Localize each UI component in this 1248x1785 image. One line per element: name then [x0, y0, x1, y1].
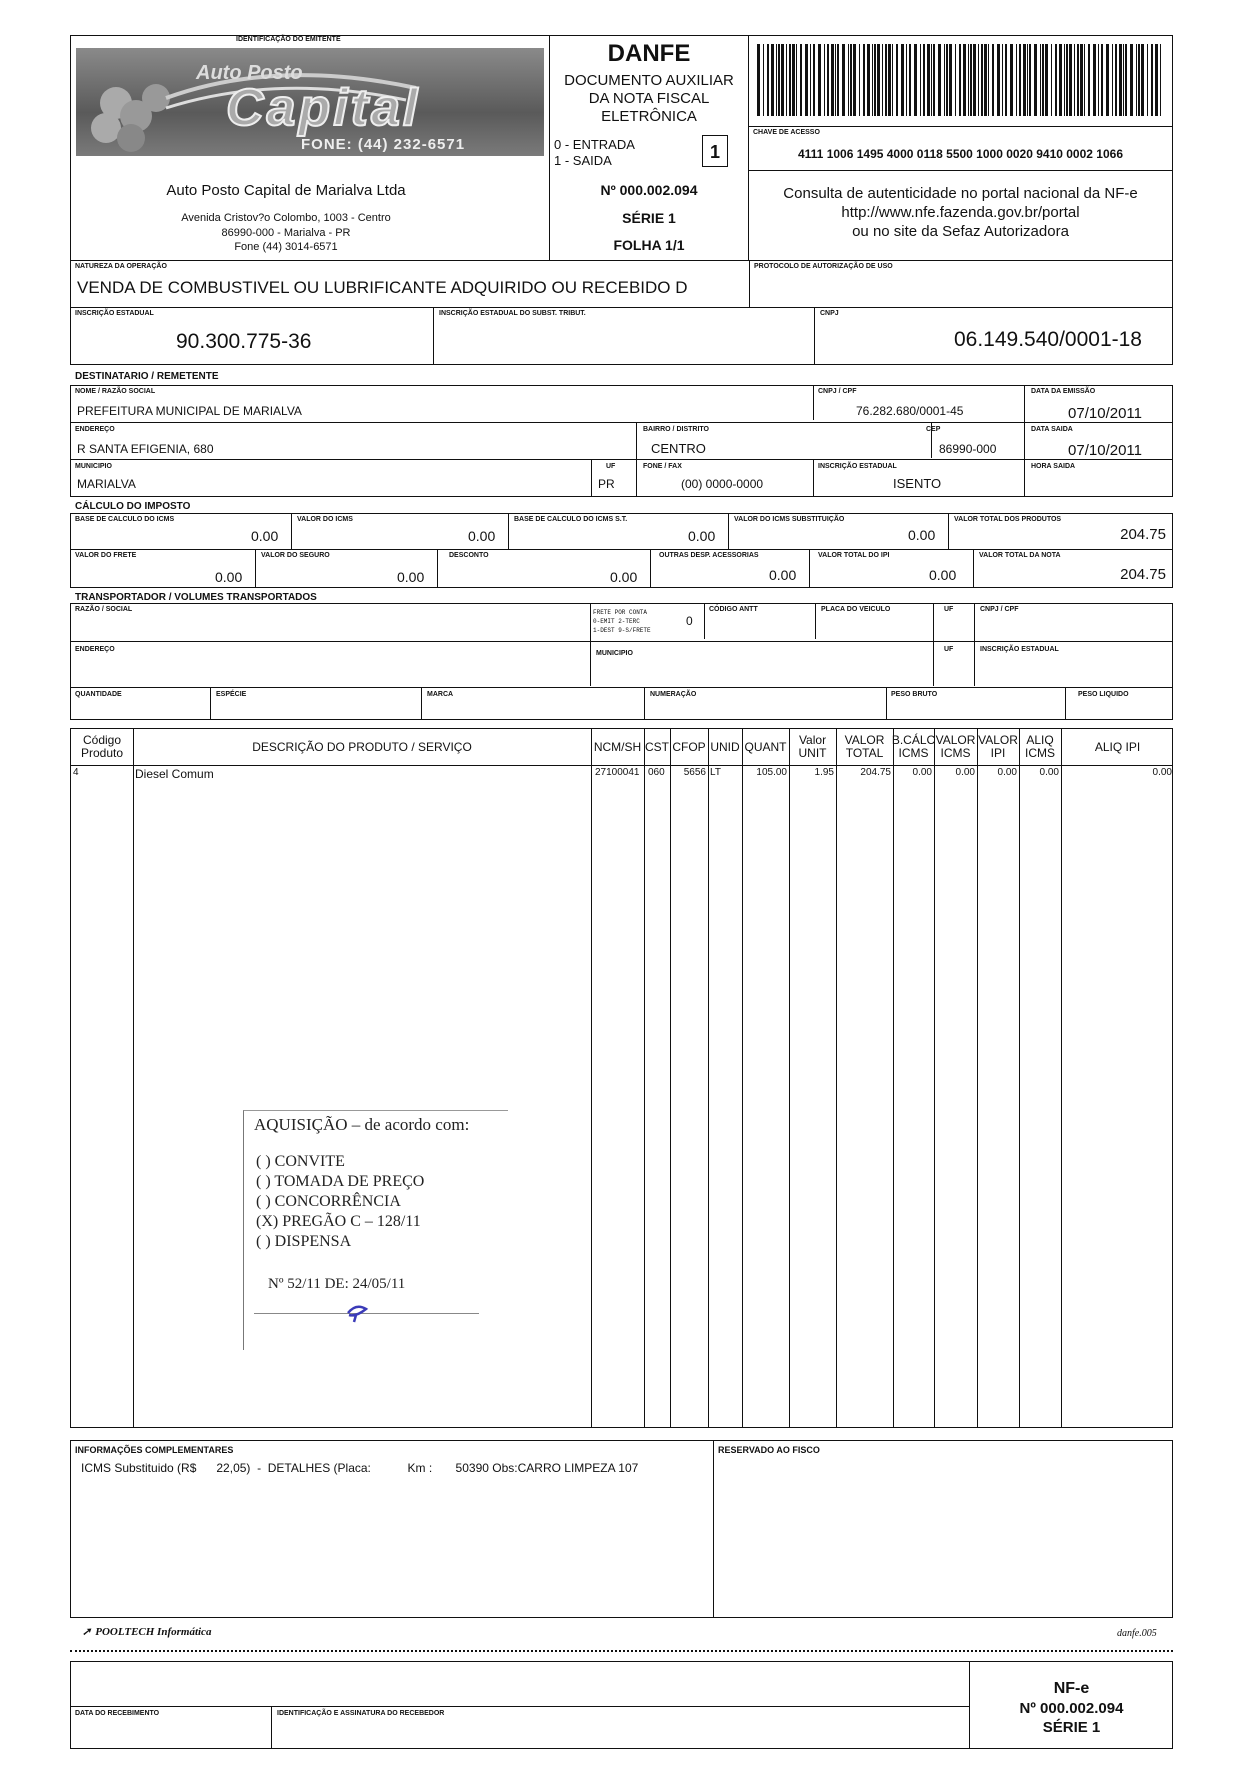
base-icms-st-label: BASE DE CALCULO DO ICMS S.T.	[514, 516, 628, 523]
quantidade-label: QUANTIDADE	[75, 691, 122, 698]
canhoto-nfe: NF-e	[1053, 1680, 1090, 1697]
cell-aliq-icms: 0.00	[1039, 767, 1059, 778]
stamp-title: AQUISIÇÃO – de acordo com:	[254, 1115, 470, 1134]
frete-por-conta	[593, 608, 651, 635]
consulta-line-3: ou no site da Sefaz Autorizadora	[852, 223, 1069, 240]
cell-codigo: 4	[73, 767, 79, 778]
stamp-option-tomada: ( ) TOMADA DE PREÇO	[256, 1173, 425, 1190]
col-header-cst: CST	[645, 739, 669, 754]
col-header-valor-total: VALOR TOTAL	[844, 733, 885, 760]
cell-aliq-ipi: 0.00	[1152, 767, 1172, 778]
numeracao-label: NUMERAÇÃO	[650, 691, 697, 698]
complementares-box	[70, 1440, 714, 1618]
dest-nome: PREFEITURA MUNICIPAL DE MARIALVA	[77, 404, 302, 418]
transp-uf2-label: UF	[944, 646, 954, 653]
logo-text-top: Auto Posto	[196, 62, 303, 84]
transp-ie-label: INSCRIÇÃO ESTADUAL	[980, 646, 1059, 653]
total-nota-label: VALOR TOTAL DA NOTA	[979, 552, 1061, 559]
col-header-valor-icms: VALOR ICMS	[935, 733, 976, 760]
col-header-codigo: Código Produto	[80, 733, 124, 760]
total-produtos-value: 204.75	[1120, 526, 1166, 543]
cell-valor-unit: 1.95	[814, 767, 834, 778]
dest-emissao-label: DATA DA EMISSÃO	[1031, 388, 1096, 395]
software-credit	[82, 1625, 211, 1638]
emitente-phone: Fone (44) 3014-6571	[234, 241, 338, 253]
dest-saida: 07/10/2011	[1068, 442, 1142, 459]
col-header-bc-icms: B.CÁLC ICMS	[891, 733, 936, 760]
stamp-option-dispensa: ( ) DISPENSA	[256, 1233, 352, 1250]
footer-code: danfe.005	[1117, 1628, 1157, 1639]
dotted-cut-line	[70, 1650, 1173, 1652]
desconto-value: 0.00	[610, 569, 638, 585]
header-emitente-box	[70, 35, 550, 261]
tipo-box: 1	[702, 135, 728, 167]
dest-hora-label: HORA SAIDA	[1031, 463, 1076, 470]
frete-label: VALOR DO FRETE	[75, 552, 137, 559]
antt-label: CÓDIGO ANTT	[709, 606, 758, 613]
placa-label: PLACA DO VEICULO	[821, 606, 891, 613]
frete-line-2: 0-EMIT 2-TERC	[593, 618, 640, 625]
dest-fone-label: FONE / FAX	[643, 463, 682, 470]
ie-value: 90.300.775-36	[176, 330, 312, 353]
transp-razao-label: RAZÃO / SOCIAL	[75, 606, 133, 613]
stamp-option-concorrencia: ( ) CONCORRÊNCIA	[256, 1193, 401, 1210]
cell-bc-icms: 0.00	[912, 767, 932, 778]
col-header-aliq-ipi: ALIQ IPI	[1094, 739, 1141, 754]
transp-cnpj-label: CNPJ / CPF	[980, 606, 1019, 613]
dest-bairro: CENTRO	[651, 441, 706, 456]
dest-ie: ISENTO	[893, 476, 942, 491]
imposto-section: CÁLCULO DO IMPOSTO	[75, 501, 191, 512]
especie-label: ESPÉCIE	[216, 691, 247, 698]
stamp-numero: Nº 52/11 DE: 24/05/11	[268, 1276, 406, 1292]
chave-box	[748, 126, 1173, 171]
logo-phone: FONE: (44) 232-6571	[301, 136, 466, 153]
fisco-box	[713, 1440, 1173, 1618]
ie-label: INSCRIÇÃO ESTADUAL	[75, 310, 154, 317]
cell-unid: LT	[710, 767, 721, 778]
valor-icms-st-label: VALOR DO ICMS SUBSTITUIÇÃO	[734, 516, 845, 523]
saida-label: 1 - SAIDA	[554, 153, 612, 168]
dest-uf-label: UF	[606, 463, 616, 470]
dest-municipio-label: MUNICIPIO	[75, 463, 112, 470]
protocolo-box	[749, 260, 1173, 308]
total-ipi-value: 0.00	[929, 567, 957, 583]
stamp-option-pregao: (X) PREGÃO C – 128/11	[256, 1213, 421, 1230]
acquisition-stamp	[243, 1110, 508, 1350]
seguro-label: VALOR DO SEGURO	[261, 552, 330, 559]
fisco-label: RESERVADO AO FISCO	[718, 1445, 820, 1455]
software-name: POOLTECH Informática	[95, 1626, 212, 1638]
consulta-box	[748, 170, 1173, 261]
dest-fone: (00) 0000-0000	[681, 477, 764, 491]
chave-label: CHAVE DE ACESSO	[753, 129, 820, 136]
transp-endereco-label: ENDEREÇO	[75, 646, 115, 653]
frete-value: 0	[686, 614, 693, 628]
danfe-numero: Nº 000.002.094	[600, 182, 698, 198]
dest-endereco-label: ENDEREÇO	[75, 426, 115, 433]
frete-value: 0.00	[215, 569, 243, 585]
transp-uf-label: UF	[944, 606, 954, 613]
dest-endereco: R SANTA EFIGENIA, 680	[77, 442, 214, 456]
col-header-unid: UNID	[710, 739, 740, 754]
valor-icms-value: 0.00	[468, 528, 496, 544]
cell-valor-icms: 0.00	[955, 767, 975, 778]
protocolo-label: PROTOCOLO DE AUTORIZAÇÃO DE USO	[754, 263, 893, 270]
produtos-table	[70, 728, 1173, 1428]
emitente-name: Auto Posto Capital de Marialva Ltda	[166, 182, 406, 199]
frete-line-3: 1-DEST 9-S/FRETE	[593, 627, 651, 634]
dest-emissao: 07/10/2011	[1068, 405, 1142, 422]
total-ipi-label: VALOR TOTAL DO IPI	[818, 552, 890, 559]
natureza-box	[70, 260, 750, 308]
transp-municipio-label: MUNICIPIO	[596, 650, 633, 657]
destinatario-box	[70, 385, 1173, 497]
dest-nome-label: NOME / RAZÃO SOCIAL	[75, 388, 156, 395]
base-icms-label: BASE DE CALCULO DO ICMS	[75, 516, 175, 523]
col-header-ncm: NCM/SH	[593, 739, 642, 754]
danfe-serie: SÉRIE 1	[622, 210, 676, 226]
danfe-box	[549, 35, 749, 261]
natureza-label: NATUREZA DA OPERAÇÃO	[75, 263, 167, 270]
col-header-descricao: DESCRIÇÃO DO PRODUTO / SERVIÇO	[252, 739, 472, 754]
danfe-folha: FOLHA 1/1	[613, 237, 685, 253]
cell-valor-ipi: 0.00	[997, 767, 1017, 778]
emitente-section-label: IDENTIFICAÇÃO DO EMITENTE	[236, 36, 341, 43]
dest-municipio: MARIALVA	[77, 477, 136, 491]
danfe-subtitle-3: ELETRÔNICA	[601, 108, 697, 125]
emitente-address: Avenida Cristov?o Colombo, 1003 - Centro	[181, 212, 391, 224]
assinatura-label: IDENTIFICAÇÃO E ASSINATURA DO RECEBEDOR	[277, 1710, 445, 1717]
chave-value: 4111 1006 1495 4000 0118 5500 1000 0020 9410 0002 1066	[797, 147, 1123, 161]
col-header-cfop: CFOP	[672, 739, 706, 754]
transportador-section: TRANSPORTADOR / VOLUMES TRANSPORTADOS	[75, 592, 317, 603]
imposto-row-1	[70, 513, 1173, 550]
cell-descricao: Diesel Comum	[135, 767, 214, 781]
valor-icms-label: VALOR DO ICMS	[297, 516, 353, 523]
complementares-text: ICMS Substituido (R$ 22,05) - DETALHES (Placa: Km : 50390 Obs:CARRO LIMPEZA 107	[81, 1461, 639, 1475]
cnpj-value: 06.149.540/0001-18	[953, 328, 1142, 351]
cell-ncm: 27100041	[595, 767, 640, 778]
valor-icms-st-value: 0.00	[908, 527, 936, 543]
frete-line-1: FRETE POR CONTA	[593, 609, 648, 616]
base-icms-value: 0.00	[251, 528, 279, 544]
cell-cst: 060	[648, 767, 665, 778]
dest-cnpj-label: CNPJ / CPF	[818, 388, 857, 395]
total-nota-value: 204.75	[1120, 566, 1166, 583]
iest-label: INSCRIÇÃO ESTADUAL DO SUBST. TRIBUT.	[439, 310, 586, 317]
barcode-graphic	[757, 44, 1167, 116]
canhoto-numero: Nº 000.002.094	[1019, 1700, 1124, 1717]
dest-bairro-label: BAIRRO / DISTRITO	[643, 426, 709, 433]
barcode-box	[748, 35, 1173, 127]
destinatario-section: DESTINATARIO / REMETENTE	[75, 371, 219, 382]
col-header-quant: QUANT	[744, 739, 787, 754]
outras-label: OUTRAS DESP. ACESSORIAS	[659, 552, 759, 559]
complementares-label: INFORMAÇÕES COMPLEMENTARES	[75, 1445, 234, 1455]
danfe-title: DANFE	[607, 40, 691, 67]
consulta-line-2: http://www.nfe.fazenda.gov.br/portal	[841, 204, 1080, 221]
transportador-box	[70, 603, 1173, 720]
inscricao-row	[70, 307, 1173, 365]
dest-uf: PR	[598, 477, 615, 491]
danfe-subtitle-2: DA NOTA FISCAL	[588, 90, 710, 107]
seguro-value: 0.00	[397, 569, 425, 585]
desconto-label: DESCONTO	[449, 552, 489, 559]
logo-text-main: Capital	[226, 79, 421, 137]
dest-cep: 86990-000	[939, 442, 997, 456]
cell-quant: 105.00	[756, 767, 787, 778]
dest-saida-label: DATA SAIDA	[1031, 426, 1073, 433]
dest-ie-label: INSCRIÇÃO ESTADUAL	[818, 463, 897, 470]
col-header-valor-unit: Valor UNIT	[798, 733, 827, 760]
col-header-aliq-icms: ALIQ ICMS	[1025, 733, 1055, 760]
dest-cnpj: 76.282.680/0001-45	[856, 404, 964, 418]
base-icms-st-value: 0.00	[688, 528, 716, 544]
outras-value: 0.00	[769, 567, 797, 583]
signature-mark	[344, 1301, 374, 1323]
danfe-subtitle-1: DOCUMENTO AUXILIAR	[564, 72, 734, 89]
peso-liquido-label: PESO LIQUIDO	[1078, 691, 1129, 698]
canhoto-box	[70, 1661, 1173, 1749]
canhoto-serie: SÉRIE 1	[1042, 1719, 1101, 1736]
cnpj-label: CNPJ	[820, 310, 839, 317]
company-logo	[76, 48, 544, 156]
natureza-value: VENDA DE COMBUSTIVEL OU LUBRIFICANTE ADQUIRIDO OU RECEBIDO D	[77, 278, 688, 297]
imposto-row-2	[70, 549, 1173, 588]
emitente-city: 86990-000 - Marialva - PR	[221, 227, 351, 239]
data-recebimento-label: DATA DO RECEBIMENTO	[75, 1710, 160, 1717]
entrada-label: 0 - ENTRADA	[554, 137, 635, 152]
consulta-line-1: Consulta de autenticidade no portal nacional da NF-e	[783, 185, 1138, 202]
total-produtos-label: VALOR TOTAL DOS PRODUTOS	[954, 516, 1062, 523]
software-icon: ➚	[82, 1626, 92, 1638]
peso-bruto-label: PESO BRUTO	[891, 691, 938, 698]
col-header-valor-ipi: VALOR IPI	[978, 733, 1018, 760]
cell-valor-total: 204.75	[860, 767, 891, 778]
marca-label: MARCA	[427, 691, 454, 698]
stamp-option-convite: ( ) CONVITE	[256, 1153, 345, 1170]
cell-cfop: 5656	[683, 767, 706, 778]
dest-cep-label: CEP	[926, 426, 941, 433]
